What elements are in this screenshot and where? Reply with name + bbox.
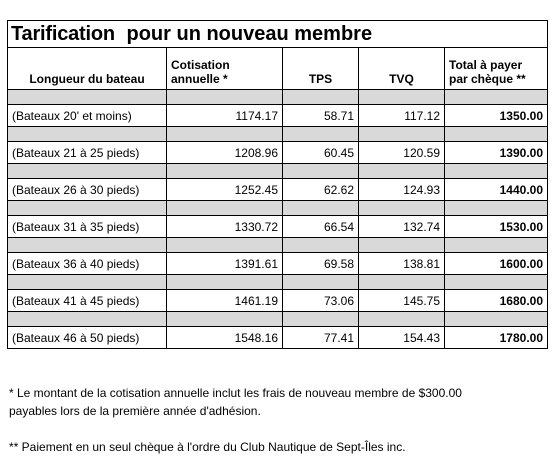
tvq-cell: 145.75 xyxy=(359,290,445,312)
table-row xyxy=(8,216,548,238)
separator-cell xyxy=(283,275,359,290)
boat-length-cell: (Bateaux 36 à 40 pieds) xyxy=(8,253,167,275)
separator-row xyxy=(8,312,548,327)
annual-fee-cell: 1208.96 xyxy=(167,142,283,164)
annual-fee-cell: 1330.72 xyxy=(167,216,283,238)
separator-cell xyxy=(167,127,283,142)
separator-cell xyxy=(283,164,359,179)
tps-cell: 66.54 xyxy=(283,216,359,238)
boat-length-cell: (Bateaux 26 à 30 pieds) xyxy=(8,179,167,201)
separator-cell xyxy=(167,90,283,105)
total-cell: 1600.00 xyxy=(445,253,548,275)
separator-cell xyxy=(359,90,445,105)
total-cell: 1440.00 xyxy=(445,179,548,201)
annual-fee-cell: 1391.61 xyxy=(167,253,283,275)
footnote-2: ** Paiement en un seul chèque à l'ordre du Club Nautique de Sept-Îles inc. xyxy=(9,440,406,454)
total-cell: 1780.00 xyxy=(445,327,548,349)
tps-cell: 73.06 xyxy=(283,290,359,312)
header-annual-fee-line1: Cotisation xyxy=(171,58,230,72)
annual-fee-cell: 1548.16 xyxy=(167,327,283,349)
header-boat-length: Longueur du bateau xyxy=(8,48,167,90)
table-row xyxy=(8,105,548,127)
separator-cell xyxy=(283,238,359,253)
footnote-1-line2: payables lors de la première année d'adhésion. xyxy=(9,404,261,418)
boat-length-cell: (Bateaux 31 à 35 pieds) xyxy=(8,216,167,238)
title-sub: pour un nouveau membre xyxy=(126,22,373,45)
separator-cell xyxy=(359,312,445,327)
total-cell: 1350.00 xyxy=(445,105,548,127)
boat-length-cell: (Bateaux 41 à 45 pieds) xyxy=(8,290,167,312)
tps-cell: 60.45 xyxy=(283,142,359,164)
title-main: Tarification xyxy=(11,22,115,45)
boat-length-cell: (Bateaux 21 à 25 pieds) xyxy=(8,142,167,164)
pricing-sheet xyxy=(7,20,547,349)
separator-cell xyxy=(283,127,359,142)
boat-length-cell: (Bateaux 20' et moins) xyxy=(8,105,167,127)
total-cell: 1530.00 xyxy=(445,216,548,238)
table-row xyxy=(8,179,548,201)
annual-fee-cell: 1461.19 xyxy=(167,290,283,312)
separator-cell xyxy=(167,275,283,290)
table-body xyxy=(8,90,548,349)
header-tps: TPS xyxy=(283,48,359,90)
annual-fee-cell: 1252.45 xyxy=(167,179,283,201)
separator-row xyxy=(8,164,548,179)
pricing-table xyxy=(7,20,548,349)
separator-cell xyxy=(283,312,359,327)
separator-cell xyxy=(445,312,548,327)
separator-cell xyxy=(8,238,167,253)
separator-cell xyxy=(359,275,445,290)
header-total-line2: par chèque ** xyxy=(449,72,526,86)
footnote-1-line1: * Le montant de la cotisation annuelle inclut les frais de nouveau membre de $300.00 xyxy=(9,386,462,400)
page-title xyxy=(8,21,548,48)
separator-cell xyxy=(8,164,167,179)
table-row xyxy=(8,290,548,312)
tps-cell: 62.62 xyxy=(283,179,359,201)
boat-length-cell: (Bateaux 46 à 50 pieds) xyxy=(8,327,167,349)
separator-cell xyxy=(445,90,548,105)
header-annual-fee xyxy=(167,48,283,90)
annual-fee-cell: 1174.17 xyxy=(167,105,283,127)
separator-row xyxy=(8,127,548,142)
header-annual-fee-line2: annuelle * xyxy=(171,72,228,86)
separator-row xyxy=(8,90,548,105)
separator-cell xyxy=(359,127,445,142)
table-row xyxy=(8,142,548,164)
separator-cell xyxy=(8,201,167,216)
separator-cell xyxy=(167,312,283,327)
separator-cell xyxy=(283,90,359,105)
tps-cell: 77.41 xyxy=(283,327,359,349)
separator-cell xyxy=(8,127,167,142)
tvq-cell: 124.93 xyxy=(359,179,445,201)
header-total-line1: Total à payer xyxy=(449,58,523,72)
footnotes xyxy=(9,384,549,456)
table-row xyxy=(8,327,548,349)
total-cell: 1680.00 xyxy=(445,290,548,312)
title-row xyxy=(8,21,548,48)
separator-cell xyxy=(167,164,283,179)
separator-cell xyxy=(359,238,445,253)
separator-cell xyxy=(8,312,167,327)
tvq-cell: 154.43 xyxy=(359,327,445,349)
separator-cell xyxy=(445,275,548,290)
tvq-cell: 138.81 xyxy=(359,253,445,275)
separator-row xyxy=(8,238,548,253)
separator-cell xyxy=(167,201,283,216)
tvq-cell: 117.12 xyxy=(359,105,445,127)
separator-cell xyxy=(8,90,167,105)
separator-row xyxy=(8,275,548,290)
header-row xyxy=(8,48,548,90)
header-tvq: TVQ xyxy=(359,48,445,90)
separator-cell xyxy=(359,201,445,216)
separator-cell xyxy=(359,164,445,179)
separator-cell xyxy=(167,238,283,253)
tps-cell: 58.71 xyxy=(283,105,359,127)
tvq-cell: 120.59 xyxy=(359,142,445,164)
separator-cell xyxy=(445,164,548,179)
separator-cell xyxy=(8,275,167,290)
separator-cell xyxy=(445,238,548,253)
separator-row xyxy=(8,201,548,216)
total-cell: 1390.00 xyxy=(445,142,548,164)
header-total xyxy=(445,48,548,90)
separator-cell xyxy=(283,201,359,216)
separator-cell xyxy=(445,201,548,216)
tps-cell: 69.58 xyxy=(283,253,359,275)
separator-cell xyxy=(445,127,548,142)
tvq-cell: 132.74 xyxy=(359,216,445,238)
table-row xyxy=(8,253,548,275)
